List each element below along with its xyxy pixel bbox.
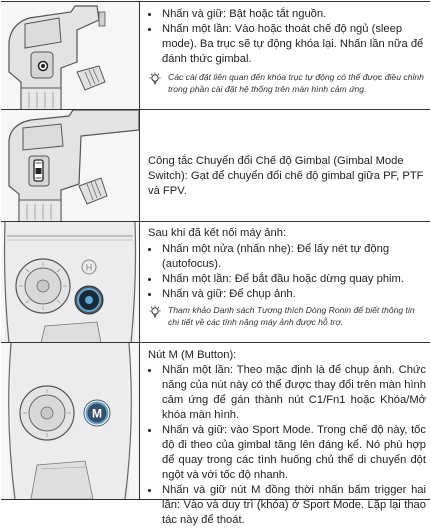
h-button-label: H xyxy=(85,262,93,273)
m-button-intro: Nút M (M Button): xyxy=(148,349,237,361)
list-item: • Nhấn một lần: Theo mặc định là để chụp ảnh. Chức năng của nút này có thể được thay đổi trên màn hình cảm ứng để gán thành nút C1/Fn1 hoặc Khóa/Mở khóa màn hình. xyxy=(160,363,426,423)
tip-note xyxy=(148,305,426,328)
trigger-intro: Sau khi đã kết nối máy ảnh: xyxy=(148,227,287,239)
row-m-button-text xyxy=(148,348,426,528)
tip-text: Tham khảo Danh sách Tương thích Dòng Ronin để biết thông tin chi tiết về các tính năng máy ảnh được hỗ trợ. xyxy=(168,305,415,327)
row-trigger-button xyxy=(1,221,430,343)
row-m-button xyxy=(1,342,430,526)
list-item: • Nhấn và giữ: vào Sport Mode. Trong chế độ này, tốc độ đi theo của gimbal tăng lên đáng kể. Nó phù hợp để quay trong các tình huống chủ thể di chuyển đột ngột và với tốc độ nhanh. xyxy=(160,423,426,483)
row-power-button xyxy=(1,1,430,110)
list-item: • Nhấn và giữ: Bật hoặc tắt nguồn. xyxy=(160,7,426,22)
list-item: • Nhấn và giữ: Để chụp ảnh. xyxy=(160,287,426,302)
gimbal-mode-switch-illustration xyxy=(1,110,140,222)
mode-switch-description: Công tắc Chuyển đổi Chế độ Gimbal (Gimbal Mode Switch): Gạt để chuyển đổi chế độ gimbal giữa PF, PTF và FPV. xyxy=(148,155,424,197)
row-mode-switch-text xyxy=(148,154,426,199)
row-trigger-text xyxy=(148,226,426,328)
lightbulb-icon xyxy=(148,305,162,319)
row-power-text xyxy=(148,7,426,95)
list-item: • Nhấn một lần: Để bắt đầu hoặc dừng quay phim. xyxy=(160,272,426,287)
lightbulb-icon xyxy=(148,72,162,86)
instruction-table xyxy=(1,1,430,526)
gimbal-power-button-illustration xyxy=(1,2,140,110)
list-item: • Nhấn một nửa (nhấn nhẹ): Để lấy nét tự động (autofocus). xyxy=(160,242,426,272)
list-item: • Nhấn và giữ nút M đồng thời nhấn bấm trigger hai lần: Vào và duy trì (khóa) ở Sport Mode. Lặp lại thao tác này để thoát. xyxy=(160,483,426,528)
m-button-label: M xyxy=(92,406,102,421)
list-item: • Nhấn một lần: Vào hoặc thoát chế độ ngủ (sleep mode). Ba trục sẽ tự động khóa lại. Nhấn lần nữa để đánh thức gimbal. xyxy=(160,22,426,67)
gimbal-trigger-illustration xyxy=(1,222,140,343)
tip-note xyxy=(148,72,426,95)
gimbal-m-button-illustration xyxy=(1,343,140,499)
tip-text: Các cài đặt liên quan đến khóa trục tự động có thể được điều chỉnh trong phần cài đặt hệ thống trên màn hình cảm ứng. xyxy=(168,72,424,94)
row-gimbal-mode-switch xyxy=(1,109,430,222)
